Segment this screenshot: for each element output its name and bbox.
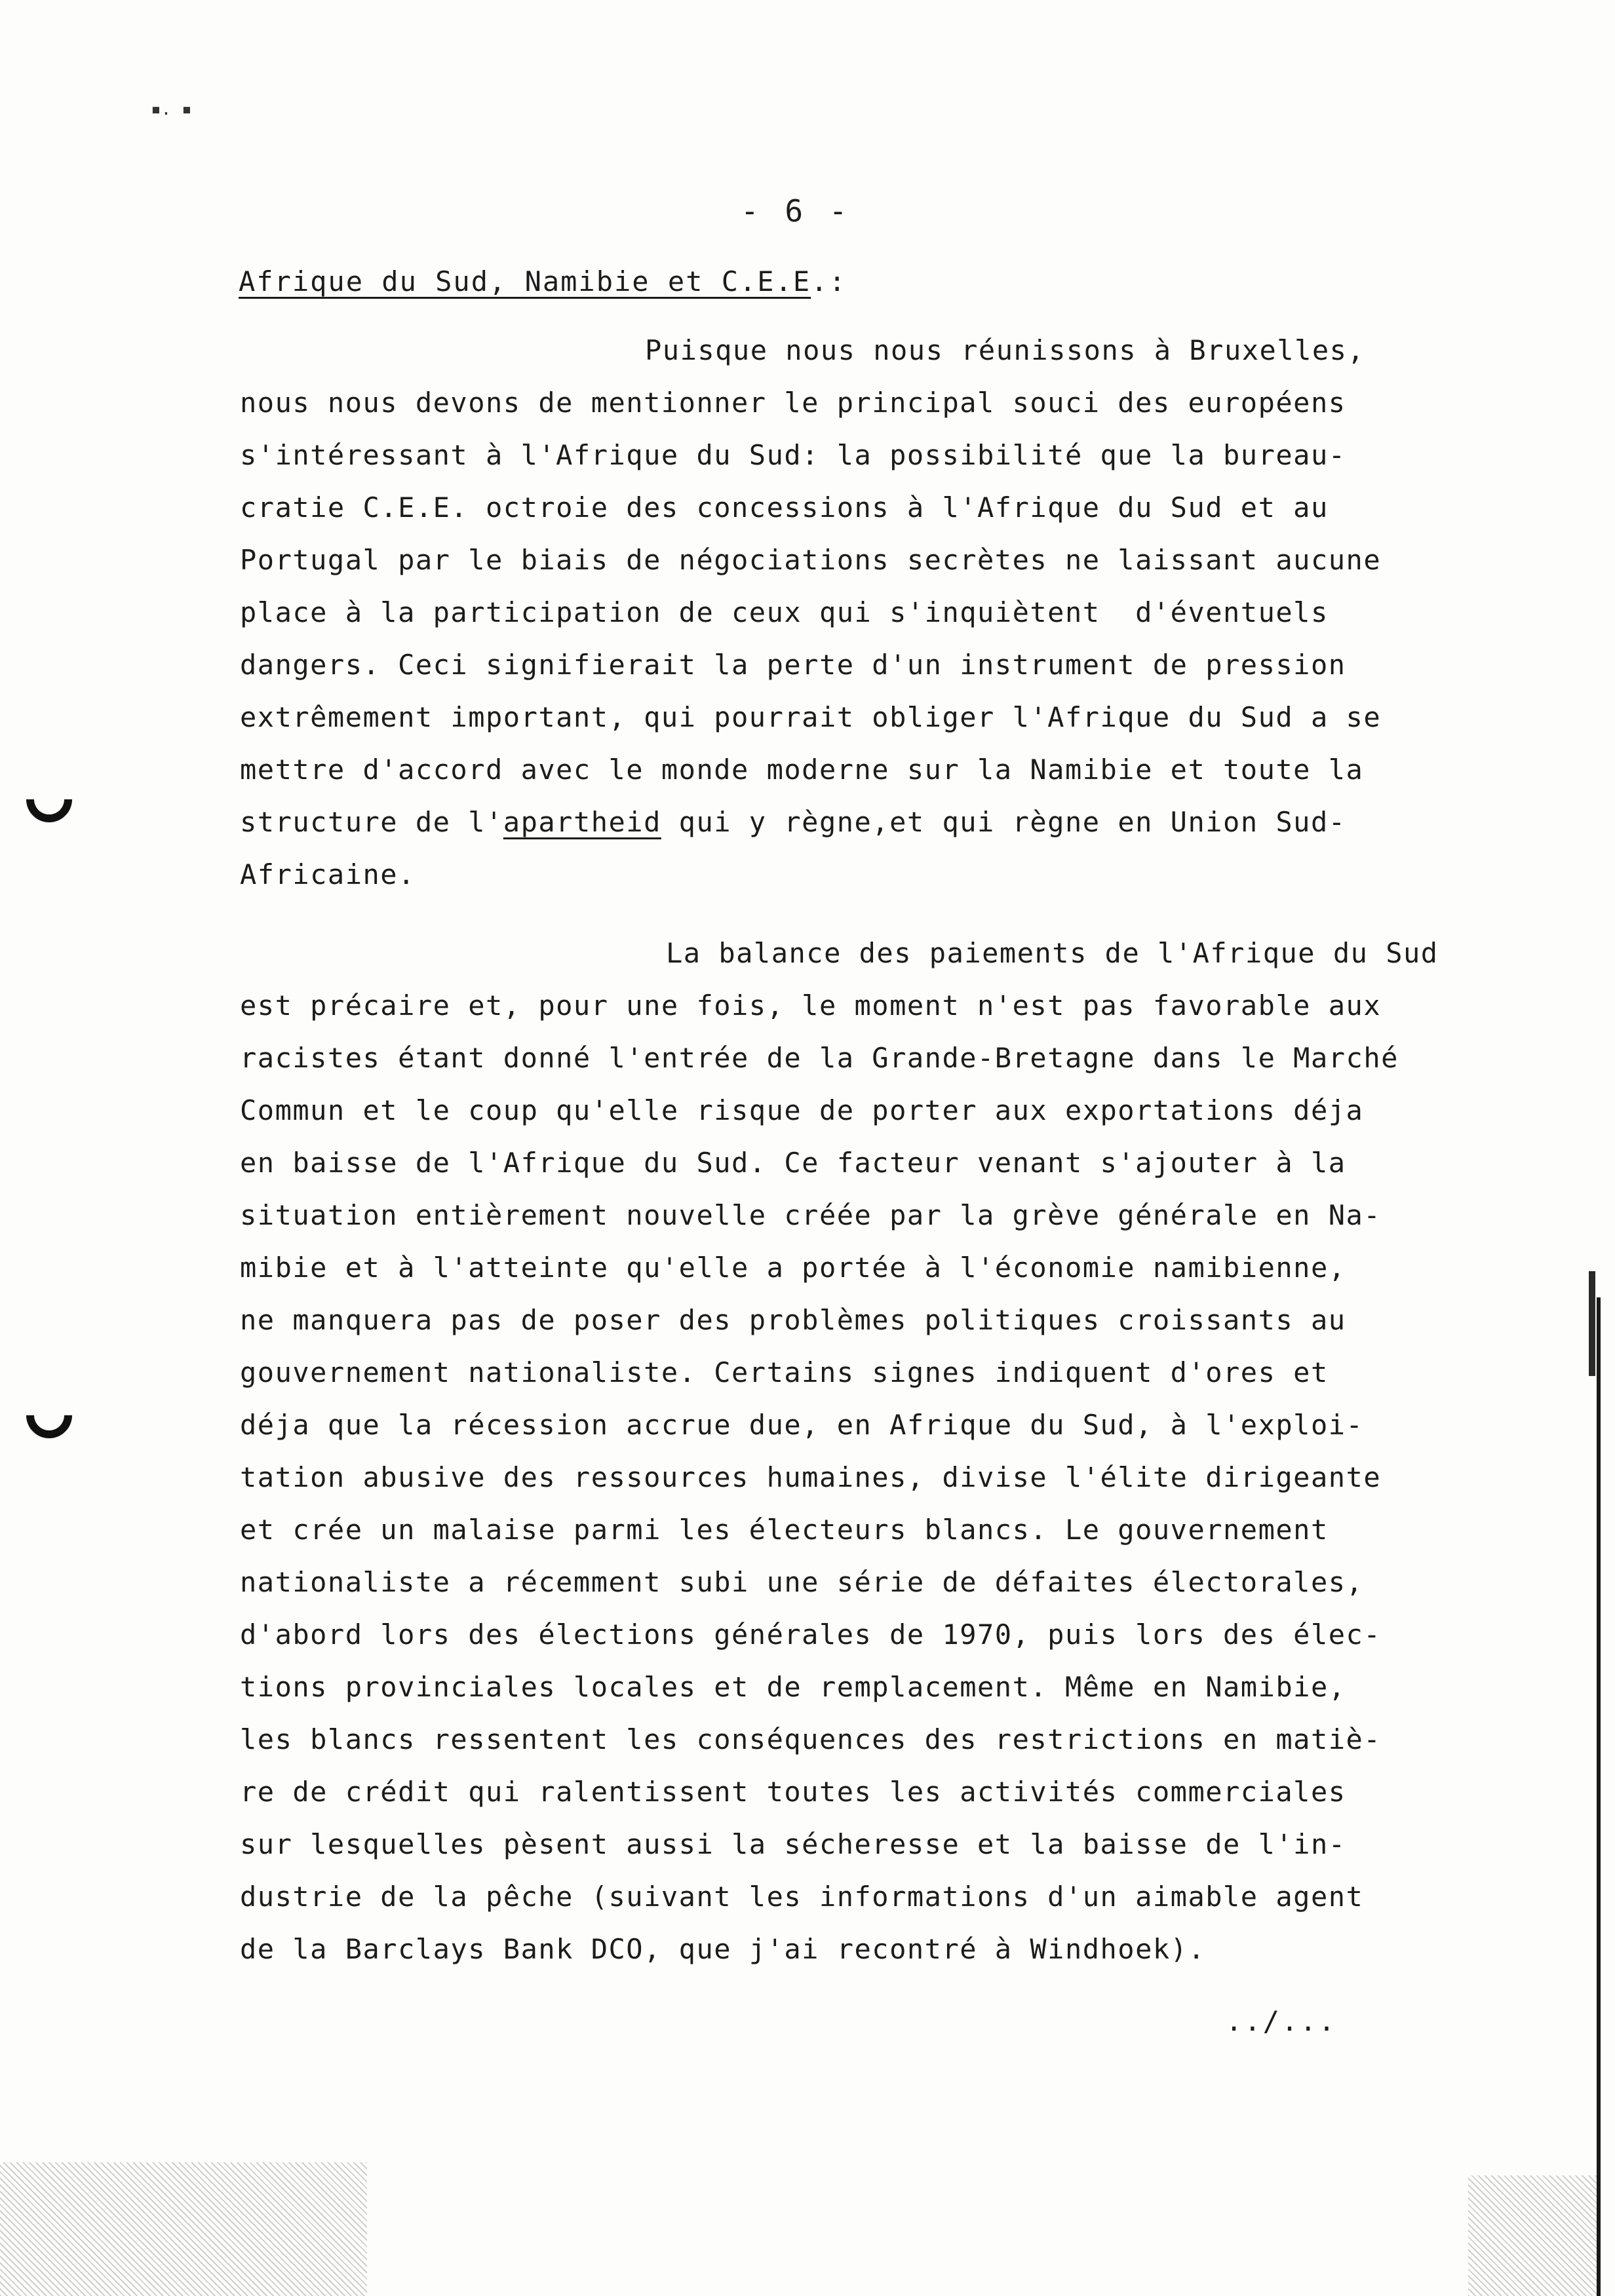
paragraph-line: tation abusive des ressources humaines, divise l'élite dirigeante — [240, 1461, 1382, 1493]
paragraph-line: Puisque nous nous réunissons à Bruxelles, — [645, 334, 1365, 366]
paragraph-line — [240, 796, 1518, 849]
punch-hole-mark — [17, 1383, 82, 1448]
paragraph-line: est précaire et, pour une fois, le moment n'est pas favorable aux — [240, 989, 1382, 1022]
section-heading — [239, 265, 847, 297]
scan-noise — [1468, 2175, 1599, 2296]
paragraph-line: de la Barclays Bank DCO, que j'ai recontré à Windhoek). — [240, 1933, 1206, 1965]
scan-edge-mark — [1589, 1271, 1595, 1376]
paragraph-line: place à la participation de ceux qui s'inquiètent d'éventuels — [240, 596, 1329, 628]
paragraph-line: cratie C.E.E. octroie des concessions à l'Afrique du Sud et au — [240, 491, 1329, 524]
paragraph-line: s'intéressant à l'Afrique du Sud: la possibilité que la bureau- — [240, 439, 1346, 471]
paragraph-line: re de crédit qui ralentissent toutes les activités commerciales — [240, 1776, 1346, 1808]
paragraph-line: sur lesquelles pèsent aussi la sécheresse et la baisse de l'in- — [240, 1828, 1346, 1860]
paragraph-1 — [240, 324, 1518, 901]
paragraph-line: les blancs ressentent les conséquences des restrictions en matiè- — [240, 1723, 1382, 1755]
paragraph-line: déja que la récession accrue due, en Afrique du Sud, à l'exploi- — [240, 1409, 1364, 1441]
section-heading-title: Afrique du Sud, Namibie et C.E.E — [239, 265, 811, 297]
scan-edge-line — [1597, 1297, 1601, 2296]
continuation-mark: ../... — [1226, 2005, 1337, 2037]
paragraph-line: Commun et le coup qu'elle risque de porter aux exportations déja — [240, 1094, 1364, 1126]
punch-hole-mark — [17, 767, 82, 832]
paragraph-line: dustrie de la pêche (suivant les informations d'un aimable agent — [240, 1881, 1364, 1913]
apartheid-term: apartheid — [503, 806, 661, 838]
paragraph-line: gouvernement nationaliste. Certains signes indiquent d'ores et — [240, 1356, 1329, 1388]
header-mark: ▪. ▪ — [151, 100, 192, 119]
paragraph-line: en baisse de l'Afrique du Sud. Ce facteur venant s'ajouter à la — [240, 1147, 1346, 1179]
paragraph-line: et crée un malaise parmi les électeurs blancs. Le gouvernement — [240, 1514, 1329, 1546]
paragraph-line: mettre d'accord avec le monde moderne sur la Namibie et toute la — [240, 754, 1364, 786]
paragraph-line: racistes étant donné l'entrée de la Grande-Bretagne dans le Marché — [240, 1042, 1399, 1074]
paragraph-line: Portugal par le biais de négociations secrètes ne laissant aucune — [240, 544, 1382, 576]
scan-noise — [0, 2162, 367, 2296]
page-number: - 6 - — [741, 193, 851, 229]
paragraph-line: nous nous devons de mentionner le principal souci des européens — [240, 387, 1346, 419]
paragraph-line: mibie et à l'atteinte qu'elle a portée à l'économie namibienne, — [240, 1252, 1346, 1284]
paragraph-line: extrêmement important, qui pourrait obliger l'Afrique du Sud a se — [240, 701, 1382, 733]
paragraph-line: Africaine. — [240, 858, 416, 890]
paragraph-2 — [240, 927, 1518, 1976]
line-segment: qui y règne,et qui règne en Union Sud- — [661, 806, 1346, 838]
paragraph-line: d'abord lors des élections générales de 1970, puis lors des élec- — [240, 1618, 1382, 1651]
paragraph-line: dangers. Ceci signifierait la perte d'un instrument de pression — [240, 649, 1346, 681]
section-heading-suffix: .: — [811, 265, 847, 297]
paragraph-line: tions provinciales locales et de remplacement. Même en Namibie, — [240, 1671, 1346, 1703]
paragraph-line: ne manquera pas de poser des problèmes politiques croissants au — [240, 1304, 1346, 1336]
line-segment: structure de l' — [240, 806, 503, 838]
paragraph-line: situation entièrement nouvelle créée par la grève générale en Na- — [240, 1199, 1382, 1231]
paragraph-line: La balance des paiements de l'Afrique du Sud — [666, 937, 1439, 969]
paragraph-line: nationaliste a récemment subi une série de défaites électorales, — [240, 1566, 1364, 1598]
